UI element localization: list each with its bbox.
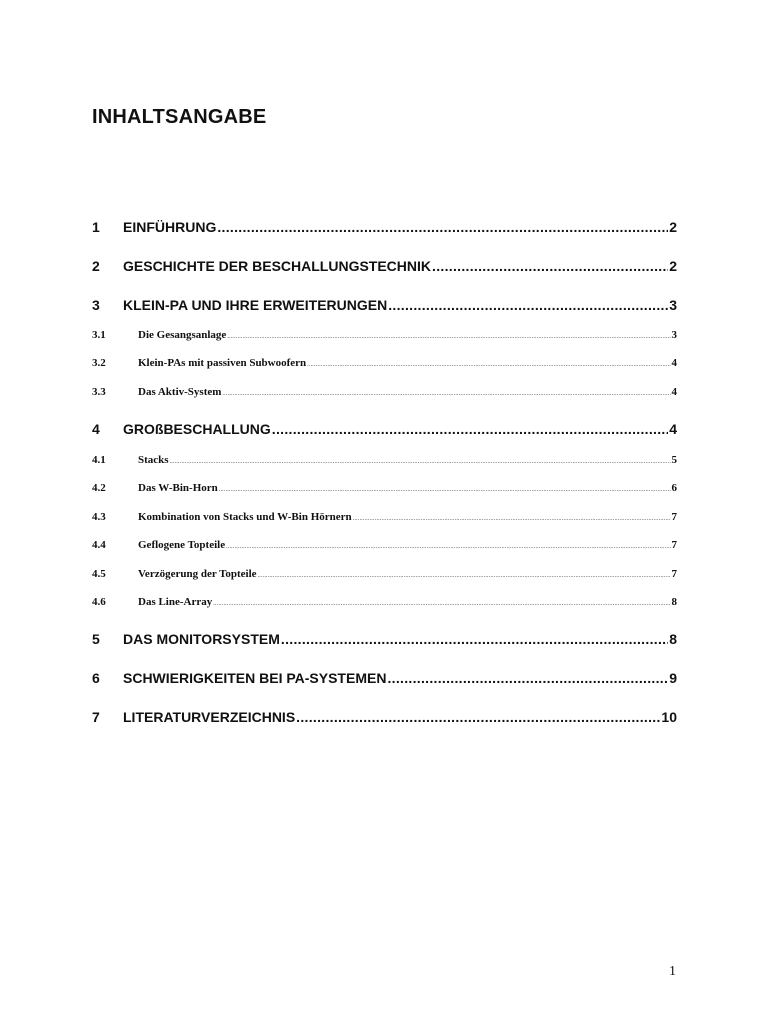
toc-entry-page: 2 [669,258,677,274]
toc-entry-title: GESCHICHTE DER BESCHALLUNGSTECHNIK [123,258,432,274]
toc-entry-page: 3 [671,329,677,341]
toc-entry-number: 5 [92,631,100,647]
toc-entry-2[interactable] [92,256,677,276]
toc-entry-page: 6 [671,482,677,494]
toc-entry-page: 8 [671,596,677,608]
dot-leader [258,568,671,584]
toc-entry-page: 3 [669,297,677,313]
dot-leader [227,329,670,345]
page-number: 1 [669,964,676,979]
toc-entry-number: 4.2 [92,482,106,494]
dot-leader [213,596,670,612]
toc-entry-number: 1 [92,219,100,235]
toc-entry-number: 3 [92,297,100,313]
toc-entry-title: Verzögerung der Topteile [138,568,257,580]
toc-entry-page: 4 [671,357,677,369]
toc-entry-title: Kombination von Stacks und W-Bin Hörnern [138,511,352,523]
dot-leader [226,539,670,555]
toc-entry-number: 3.3 [92,386,106,398]
dot-leader [170,454,671,470]
toc-entry-number: 4.6 [92,596,106,608]
toc-entry-page: 8 [669,631,677,647]
toc-entry-number: 2 [92,258,100,274]
toc-entry-4-4[interactable] [92,537,677,553]
dot-leader [387,668,668,688]
toc-entry-4-5[interactable] [92,566,677,582]
toc-entry-page: 7 [671,568,677,580]
dot-leader [388,295,668,315]
toc-entry-title: Klein-PAs mit passiven Subwoofern [138,357,307,369]
toc-entry-title: EINFÜHRUNG [123,219,217,235]
toc-entry-title: Das Line-Array [138,596,213,608]
dot-leader [219,482,671,498]
toc-entry-page: 2 [669,219,677,235]
toc-entry-page: 7 [671,539,677,551]
toc-entry-5[interactable] [92,629,677,649]
toc-entry-title: Geflogene Topteile [138,539,226,551]
toc-entry-4-2[interactable] [92,480,677,496]
toc-entry-page: 5 [671,454,677,466]
toc-entry-3[interactable] [92,295,677,315]
toc-entry-4-1[interactable] [92,452,677,468]
toc-entry-number: 4.4 [92,539,106,551]
toc-entry-3-2[interactable] [92,355,677,371]
toc-entry-title: SCHWIERIGKEITEN BEI PA-SYSTEMEN [123,670,387,686]
toc-entry-4-6[interactable] [92,594,677,610]
toc-entry-4-3[interactable] [92,509,677,525]
toc-entry-number: 3.2 [92,357,106,369]
page-title: INHALTSANGABE [92,106,267,128]
dot-leader [296,707,660,727]
toc-entry-1[interactable] [92,217,677,237]
toc-entry-number: 4 [92,421,100,437]
toc-entry-title: KLEIN-PA UND IHRE ERWEITERUNGEN [123,297,388,313]
toc-entry-number: 4.1 [92,454,106,466]
toc-entry-page: 4 [669,421,677,437]
toc-entry-page: 9 [669,670,677,686]
toc-entry-title: GROßBESCHALLUNG [123,421,271,437]
toc-entry-page: 10 [661,709,677,725]
toc-entry-number: 4.3 [92,511,106,523]
toc-entry-number: 3.1 [92,329,106,341]
dot-leader [432,256,668,276]
toc-entry-number: 4.5 [92,568,106,580]
toc-entry-page: 4 [671,386,677,398]
toc-entry-title: LITERATURVERZEICHNIS [123,709,296,725]
toc-entry-title: Stacks [138,454,169,466]
dot-leader [281,629,668,649]
dot-leader [353,511,671,527]
dot-leader [307,357,670,373]
toc-entry-title: Das W-Bin-Horn [138,482,218,494]
toc-entry-title: DAS MONITORSYSTEM [123,631,280,647]
toc-entry-6[interactable] [92,668,677,688]
toc-entry-number: 7 [92,709,100,725]
toc-entry-7[interactable] [92,707,677,727]
toc-entry-page: 7 [671,511,677,523]
toc-entry-title: Das Aktiv-System [138,386,222,398]
toc-entry-4[interactable] [92,419,677,439]
toc-entry-title: Die Gesangsanlage [138,329,227,341]
dot-leader [222,386,670,402]
toc-entry-number: 6 [92,670,100,686]
toc-entry-3-1[interactable] [92,327,677,343]
dot-leader [217,217,668,237]
toc-entry-3-3[interactable] [92,384,677,400]
dot-leader [272,419,668,439]
